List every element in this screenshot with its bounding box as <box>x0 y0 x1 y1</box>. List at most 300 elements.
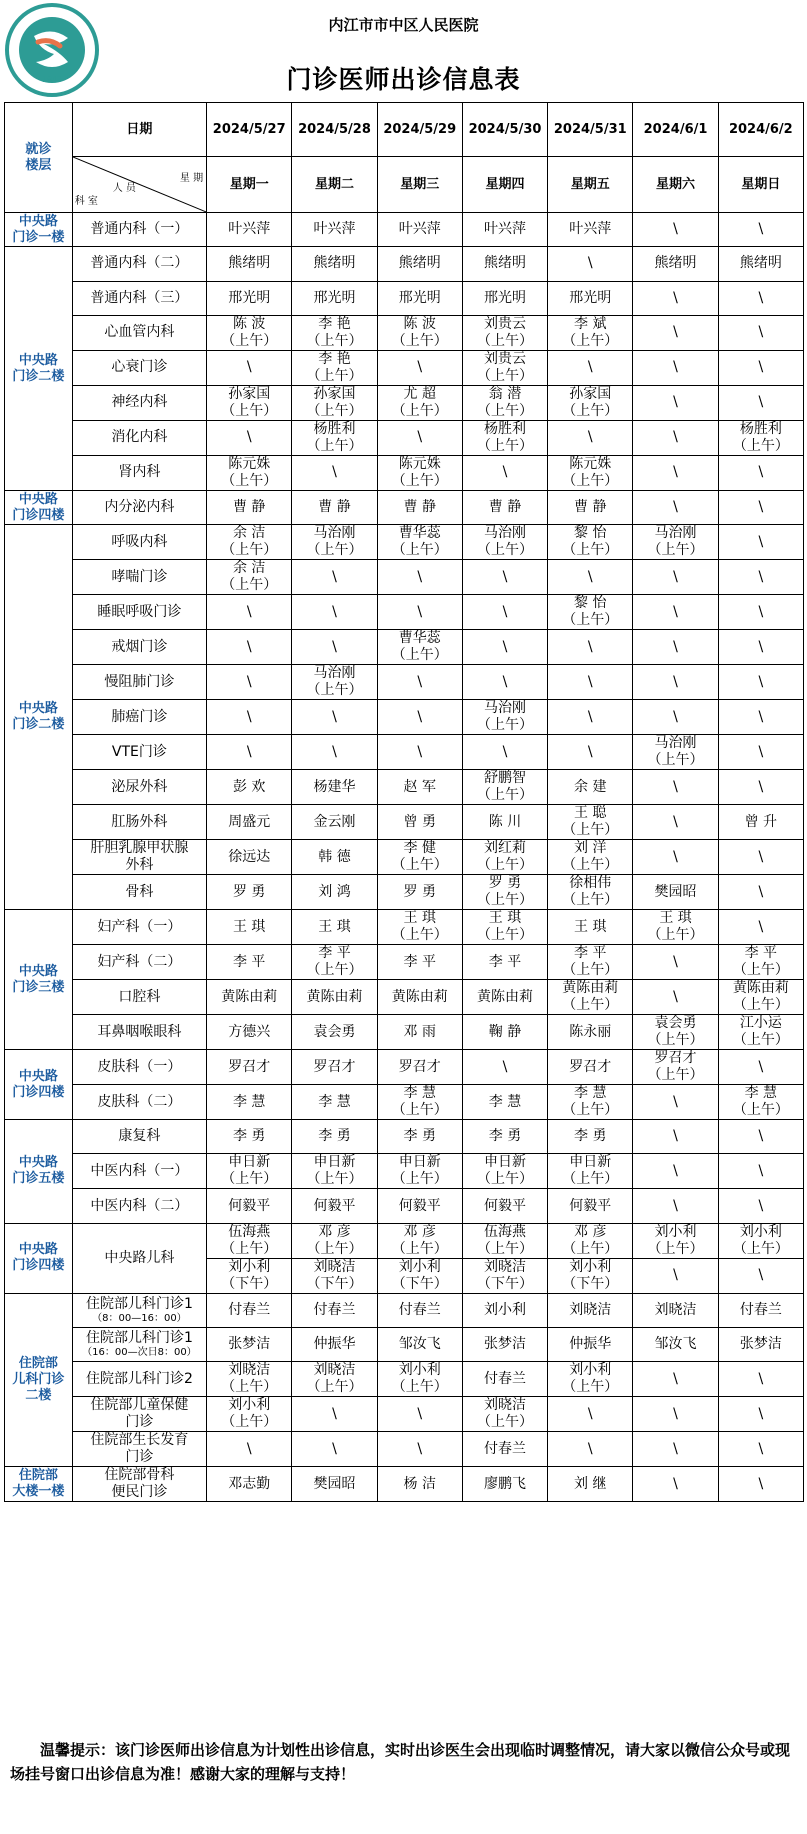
schedule-cell: 江小运 （上午） <box>718 1015 803 1050</box>
schedule-cell: 刘小利 （上午） <box>548 1362 633 1397</box>
schedule-cell: 李 勇 <box>548 1120 633 1154</box>
schedule-cell: \ <box>377 735 462 770</box>
schedule-cell: 王 琪 <box>548 910 633 945</box>
table-row <box>5 213 804 247</box>
table-row <box>5 700 804 735</box>
dept-name: 肾内科 <box>118 464 161 481</box>
dept-name: 内分泌内科 <box>104 499 175 516</box>
dept-cell <box>72 1362 206 1397</box>
schedule-cell: 李 慧 （上午） <box>377 1085 462 1120</box>
floor-cell: 住院部 大楼一楼 <box>5 1467 73 1502</box>
schedule-cell: \ <box>633 1432 718 1467</box>
dept-cell <box>72 490 206 524</box>
schedule-cell: 仲振华 <box>292 1328 377 1362</box>
dept-name: VTE门诊 <box>111 743 167 760</box>
dept-cell <box>72 875 206 910</box>
dept-name: 心血管内科 <box>104 324 175 341</box>
schedule-cell: \ <box>548 1432 633 1467</box>
schedule-cell: \ <box>377 350 462 385</box>
dept-name: 住院部儿科门诊2 <box>85 1370 193 1387</box>
dept-name: 耳鼻咽喉眼科 <box>97 1023 182 1040</box>
dept-name: 普通内科（一） <box>90 221 189 238</box>
schedule-cell: 赵 军 <box>377 770 462 805</box>
floor-cell: 中央路 门诊三楼 <box>5 910 73 1050</box>
schedule-cell: 孙家国 （上午） <box>548 385 633 420</box>
schedule-cell: 陈元姝 （上午） <box>207 455 292 490</box>
schedule-cell: 黎 怡 （上午） <box>548 525 633 560</box>
schedule-cell: \ <box>718 875 803 910</box>
header-date: 日期 <box>72 103 206 157</box>
dept-name: 骨科 <box>125 883 154 900</box>
schedule-cell: 付春兰 <box>718 1293 803 1327</box>
schedule-cell: 罗召才 （上午） <box>633 1050 718 1085</box>
header-weekday-cell: 星期二 <box>292 157 377 213</box>
schedule-cell: \ <box>548 665 633 700</box>
schedule-cell: \ <box>633 560 718 595</box>
schedule-cell: \ <box>207 420 292 455</box>
schedule-cell: 王 聪 （上午） <box>548 805 633 840</box>
schedule-cell: 何毅平 <box>207 1189 292 1223</box>
schedule-cell: 马治刚 （上午） <box>292 525 377 560</box>
schedule-cell: 熊绪明 <box>633 247 718 281</box>
schedule-cell: 叶兴萍 <box>207 213 292 247</box>
schedule-cell: 孙家国 （上午） <box>207 385 292 420</box>
schedule-cell: \ <box>718 735 803 770</box>
schedule-cell: \ <box>292 455 377 490</box>
schedule-cell: 徐相伟 （上午） <box>548 875 633 910</box>
schedule-cell: 李 平 （上午） <box>718 945 803 980</box>
header-date-cell: 2024/5/30 <box>462 103 547 157</box>
table-row <box>5 665 804 700</box>
table-row <box>5 1293 804 1327</box>
schedule-cell: 李 慧 <box>462 1085 547 1120</box>
schedule-cell: \ <box>462 455 547 490</box>
schedule-cell: \ <box>377 560 462 595</box>
schedule-cell: \ <box>718 455 803 490</box>
schedule-cell: \ <box>633 595 718 630</box>
dept-cell <box>72 595 206 630</box>
schedule-cell: 李 斌 （上午） <box>548 315 633 350</box>
schedule-cell: \ <box>718 1189 803 1223</box>
schedule-cell: 陈 波 （上午） <box>377 315 462 350</box>
schedule-cell: 刘小利 （上午） <box>633 1223 718 1258</box>
schedule-cell: 申日新 （上午） <box>377 1154 462 1189</box>
schedule-cell: 刘晓洁 <box>633 1293 718 1327</box>
schedule-cell: 伍海燕 （上午） <box>462 1223 547 1258</box>
header-date-cell: 2024/5/27 <box>207 103 292 157</box>
dept-name: 慢阻肺门诊 <box>104 673 175 690</box>
schedule-cell: 何毅平 <box>462 1189 547 1223</box>
schedule-cell: 邓志勤 <box>207 1467 292 1502</box>
table-row <box>5 840 804 875</box>
schedule-cell: \ <box>548 247 633 281</box>
floor-cell: 中央路 门诊二楼 <box>5 525 73 910</box>
schedule-cell: \ <box>633 1120 718 1154</box>
schedule-cell: \ <box>462 560 547 595</box>
schedule-cell: \ <box>633 281 718 315</box>
schedule-cell: 付春兰 <box>292 1293 377 1327</box>
dept-name: 肝胆乳腺甲状腺 外科 <box>90 840 189 874</box>
schedule-cell: 邓 彦 （上午） <box>292 1223 377 1258</box>
table-row <box>5 1223 804 1258</box>
schedule-cell: 张梦洁 <box>207 1328 292 1362</box>
schedule-cell: 陈元姝 （上午） <box>377 455 462 490</box>
schedule-cell: 邓 彦 （上午） <box>548 1223 633 1258</box>
schedule-cell: 方德兴 <box>207 1015 292 1050</box>
schedule-cell: \ <box>462 1050 547 1085</box>
dept-cell <box>72 1189 206 1223</box>
schedule-cell: 张梦洁 <box>718 1328 803 1362</box>
schedule-cell: \ <box>633 945 718 980</box>
schedule-cell: 杨 洁 <box>377 1467 462 1502</box>
schedule-cell: 邓 雨 <box>377 1015 462 1050</box>
schedule-cell: 邓 彦 （上午） <box>377 1223 462 1258</box>
schedule-cell: \ <box>718 630 803 665</box>
schedule-cell: \ <box>718 910 803 945</box>
schedule-cell: 熊绪明 <box>718 247 803 281</box>
schedule-cell: 翁 潜 （上午） <box>462 385 547 420</box>
dept-cell <box>72 665 206 700</box>
schedule-cell: 刘小利 （下午） <box>207 1258 292 1293</box>
schedule-cell: \ <box>633 1085 718 1120</box>
schedule-cell: 邢光明 <box>207 281 292 315</box>
schedule-cell: 余 建 <box>548 770 633 805</box>
schedule-cell: 陈永丽 <box>548 1015 633 1050</box>
schedule-cell: \ <box>718 315 803 350</box>
dept-cell <box>72 455 206 490</box>
schedule-cell: 杨建华 <box>292 770 377 805</box>
header-floor: 就诊 楼层 <box>5 103 73 213</box>
schedule-cell: 余 洁 （上午） <box>207 525 292 560</box>
schedule-cell: \ <box>377 700 462 735</box>
schedule-cell: 申日新 （上午） <box>207 1154 292 1189</box>
schedule-cell: 何毅平 <box>377 1189 462 1223</box>
schedule-cell: \ <box>462 735 547 770</box>
schedule-cell: 刘晓洁 （下午） <box>292 1258 377 1293</box>
schedule-cell: 曹 静 <box>548 490 633 524</box>
schedule-cell: 刘晓洁 （上午） <box>207 1362 292 1397</box>
table-row <box>5 945 804 980</box>
floor-cell: 中央路 门诊四楼 <box>5 1050 73 1120</box>
schedule-cell: \ <box>207 1432 292 1467</box>
schedule-cell: \ <box>292 560 377 595</box>
header-weekday-cell: 星期日 <box>718 157 803 213</box>
schedule-cell: 刘晓洁 （上午） <box>292 1362 377 1397</box>
schedule-cell: 张梦洁 <box>462 1328 547 1362</box>
schedule-cell: 王 琪 （上午） <box>377 910 462 945</box>
schedule-cell: \ <box>633 1189 718 1223</box>
schedule-cell: 罗召才 <box>292 1050 377 1085</box>
schedule-cell: 陈元姝 （上午） <box>548 455 633 490</box>
schedule-cell: \ <box>633 700 718 735</box>
dept-name: 消化内科 <box>111 429 168 446</box>
schedule-cell: 刘晓洁 （上午） <box>462 1397 547 1432</box>
floor-cell: 中央路 门诊四楼 <box>5 490 73 524</box>
schedule-cell: \ <box>718 525 803 560</box>
schedule-cell: 刘 继 <box>548 1467 633 1502</box>
schedule-cell: 伍海燕 （上午） <box>207 1223 292 1258</box>
schedule-cell: 何毅平 <box>292 1189 377 1223</box>
schedule-cell: \ <box>633 805 718 840</box>
schedule-cell: 邢光明 <box>377 281 462 315</box>
schedule-cell: 刘晓洁 <box>548 1293 633 1327</box>
table-row <box>5 247 804 281</box>
table-row <box>5 281 804 315</box>
dept-name: 神经内科 <box>111 394 168 411</box>
schedule-cell: \ <box>633 350 718 385</box>
dept-name: 戒烟门诊 <box>111 638 168 655</box>
schedule-cell: 熊绪明 <box>377 247 462 281</box>
schedule-cell: \ <box>633 1467 718 1502</box>
schedule-cell: \ <box>462 665 547 700</box>
schedule-cell: \ <box>718 490 803 524</box>
schedule-cell: \ <box>633 980 718 1015</box>
dept-name: 中央路儿科 <box>104 1249 175 1266</box>
schedule-cell: \ <box>718 1467 803 1502</box>
schedule-cell: 熊绪明 <box>462 247 547 281</box>
dept-name: 住院部儿童保健 门诊 <box>90 1397 189 1431</box>
schedule-cell: \ <box>377 420 462 455</box>
dept-name: 住院部儿科门诊1 <box>85 1330 193 1347</box>
table-row <box>5 420 804 455</box>
floor-cell: 中央路 门诊五楼 <box>5 1120 73 1224</box>
schedule-cell: 刘 洋 （上午） <box>548 840 633 875</box>
schedule-cell: 黄陈由莉 <box>292 980 377 1015</box>
schedule-cell: 邹汝飞 <box>633 1328 718 1362</box>
dept-time: （8：00—16：00） <box>92 1312 187 1324</box>
schedule-cell: \ <box>292 1432 377 1467</box>
schedule-cell: \ <box>633 490 718 524</box>
dept-time: （16：00—次日8：00） <box>82 1347 197 1359</box>
schedule-cell: 叶兴萍 <box>462 213 547 247</box>
schedule-cell: 申日新 （上午） <box>548 1154 633 1189</box>
schedule-cell: 仲振华 <box>548 1328 633 1362</box>
table-row <box>5 630 804 665</box>
dept-name: 心衰门诊 <box>111 359 168 376</box>
schedule-cell: \ <box>633 1154 718 1189</box>
schedule-cell: 刘小利 <box>462 1293 547 1327</box>
diag-dept-label: 科 室 <box>74 196 98 207</box>
dept-name: 普通内科（三） <box>90 289 189 306</box>
dept-name: 口腔科 <box>118 988 161 1005</box>
header-weekday-cell: 星期四 <box>462 157 547 213</box>
schedule-cell: 何毅平 <box>548 1189 633 1223</box>
floor-cell: 住院部 儿科门诊 二楼 <box>5 1293 73 1467</box>
schedule-cell: \ <box>718 1050 803 1085</box>
schedule-cell: 李 慧 <box>207 1085 292 1120</box>
schedule-cell: \ <box>633 1258 718 1293</box>
schedule-cell: 李 慧 （上午） <box>548 1085 633 1120</box>
schedule-cell: 罗 勇 （上午） <box>462 875 547 910</box>
dept-cell <box>72 1328 206 1362</box>
schedule-cell: 马治刚 （上午） <box>462 525 547 560</box>
header-weekday-cell: 星期五 <box>548 157 633 213</box>
table-row <box>5 805 804 840</box>
dept-cell <box>72 1050 206 1085</box>
dept-cell <box>72 630 206 665</box>
schedule-cell: \ <box>718 1120 803 1154</box>
hospital-name: 内江市市中区人民医院 <box>328 16 479 34</box>
schedule-cell: \ <box>718 1432 803 1467</box>
schedule-cell: 黄陈由莉 <box>377 980 462 1015</box>
dept-cell <box>72 840 206 875</box>
schedule-cell: 付春兰 <box>462 1362 547 1397</box>
schedule-cell: 李 艳 （上午） <box>292 315 377 350</box>
schedule-cell: 袁会勇 （上午） <box>633 1015 718 1050</box>
schedule-cell: \ <box>718 840 803 875</box>
schedule-cell: 申日新 （上午） <box>462 1154 547 1189</box>
schedule-cell: \ <box>633 665 718 700</box>
dept-name: 哮喘门诊 <box>111 568 168 585</box>
schedule-cell: 邢光明 <box>462 281 547 315</box>
dept-name: 住院部儿科门诊1 <box>85 1295 193 1312</box>
schedule-cell: \ <box>548 560 633 595</box>
schedule-cell: 曹 静 <box>377 490 462 524</box>
table-row <box>5 1120 804 1154</box>
schedule-cell: \ <box>633 1362 718 1397</box>
header-date-cell: 2024/6/1 <box>633 103 718 157</box>
schedule-cell: 杨胜利 （上午） <box>292 420 377 455</box>
logo-year: 1943 <box>41 75 63 84</box>
schedule-cell: 李 健 （上午） <box>377 840 462 875</box>
dept-cell <box>72 315 206 350</box>
schedule-cell: 王 琪 （上午） <box>633 910 718 945</box>
diag-staff-label: 人 员 <box>112 183 136 194</box>
schedule-cell: \ <box>548 420 633 455</box>
schedule-cell: 刘小利 （下午） <box>548 1258 633 1293</box>
schedule-cell: 袁会勇 <box>292 1015 377 1050</box>
schedule-cell: \ <box>548 350 633 385</box>
table-row <box>5 875 804 910</box>
schedule-cell: \ <box>207 595 292 630</box>
schedule-cell: 熊绪明 <box>207 247 292 281</box>
table-row <box>5 1050 804 1085</box>
schedule-cell: 曹华蕊 （上午） <box>377 525 462 560</box>
schedule-cell: 杨胜利 （上午） <box>462 420 547 455</box>
dept-name: 皮肤科（一） <box>97 1058 182 1075</box>
schedule-cell: 黄陈由莉 （上午） <box>718 980 803 1015</box>
schedule-cell: 陈 川 <box>462 805 547 840</box>
schedule-cell: 陈 波 （上午） <box>207 315 292 350</box>
schedule-cell: \ <box>718 665 803 700</box>
schedule-cell: 孙家国 （上午） <box>292 385 377 420</box>
dept-cell <box>72 281 206 315</box>
schedule-cell: 叶兴萍 <box>548 213 633 247</box>
table-row <box>5 980 804 1015</box>
schedule-cell: 周盛元 <box>207 805 292 840</box>
dept-name: 中医内科（二） <box>90 1197 189 1214</box>
schedule-cell: \ <box>718 1397 803 1432</box>
schedule-cell: \ <box>377 665 462 700</box>
schedule-cell: 刘贵云 （上午） <box>462 350 547 385</box>
table-row <box>5 1189 804 1223</box>
schedule-cell: 马治刚 （上午） <box>633 735 718 770</box>
table-row <box>5 595 804 630</box>
dept-name: 呼吸内科 <box>111 533 168 550</box>
dept-cell <box>72 1467 206 1502</box>
dept-name: 中医内科（一） <box>90 1162 189 1179</box>
schedule-cell: \ <box>633 630 718 665</box>
header-weekday-cell: 星期六 <box>633 157 718 213</box>
schedule-cell: 刘 鸿 <box>292 875 377 910</box>
schedule-cell: \ <box>292 630 377 665</box>
table-row <box>5 1432 804 1467</box>
dept-cell <box>72 385 206 420</box>
dept-cell <box>72 350 206 385</box>
schedule-cell: 黄陈由莉 <box>462 980 547 1015</box>
schedule-cell: \ <box>207 665 292 700</box>
schedule-cell: \ <box>548 630 633 665</box>
table-row <box>5 1328 804 1362</box>
dept-cell <box>72 1432 206 1467</box>
table-row <box>5 525 804 560</box>
schedule-cell: 叶兴萍 <box>292 213 377 247</box>
schedule-cell: \ <box>292 700 377 735</box>
schedule-cell: \ <box>207 735 292 770</box>
schedule-table <box>4 102 804 1502</box>
schedule-cell: 刘晓洁 （下午） <box>462 1258 547 1293</box>
dept-name: 肛肠外科 <box>111 813 168 830</box>
schedule-cell: 邹汝飞 <box>377 1328 462 1362</box>
table-row <box>5 350 804 385</box>
schedule-cell: \ <box>462 595 547 630</box>
schedule-cell: 李 平 <box>377 945 462 980</box>
schedule-cell: 李 慧 （上午） <box>718 1085 803 1120</box>
dept-cell <box>72 980 206 1015</box>
schedule-cell: \ <box>718 1258 803 1293</box>
schedule-cell: 曹 静 <box>207 490 292 524</box>
schedule-cell: 余 洁 （上午） <box>207 560 292 595</box>
schedule-cell: 刘贵云 （上午） <box>462 315 547 350</box>
schedule-cell: \ <box>718 700 803 735</box>
schedule-cell: \ <box>718 385 803 420</box>
schedule-cell: \ <box>633 455 718 490</box>
header-diagonal <box>72 157 206 213</box>
schedule-cell: 付春兰 <box>377 1293 462 1327</box>
header-weekday-cell: 星期三 <box>377 157 462 213</box>
schedule-cell: 王 琪 <box>207 910 292 945</box>
schedule-cell: \ <box>718 213 803 247</box>
dept-name: 皮肤科（二） <box>97 1093 182 1110</box>
schedule-cell: 曾 升 <box>718 805 803 840</box>
schedule-cell: 李 慧 <box>292 1085 377 1120</box>
schedule-cell: \ <box>633 315 718 350</box>
dept-cell <box>72 1015 206 1050</box>
schedule-cell: \ <box>718 1154 803 1189</box>
schedule-cell: \ <box>718 350 803 385</box>
schedule-cell: \ <box>548 1397 633 1432</box>
dept-cell <box>72 213 206 247</box>
dept-name: 普通内科（二） <box>90 255 189 272</box>
floor-cell: 中央路 门诊二楼 <box>5 247 73 491</box>
dept-name: 肺癌门诊 <box>111 708 168 725</box>
schedule-cell: 付春兰 <box>462 1432 547 1467</box>
schedule-cell: 罗召才 <box>377 1050 462 1085</box>
schedule-cell: 舒鹏智 （上午） <box>462 770 547 805</box>
schedule-cell: 曹 静 <box>292 490 377 524</box>
schedule-cell: 韩 德 <box>292 840 377 875</box>
dept-cell <box>72 1397 206 1432</box>
schedule-cell: 李 平 <box>462 945 547 980</box>
dept-cell <box>72 1120 206 1154</box>
schedule-cell: \ <box>633 420 718 455</box>
floor-cell: 中央路 门诊一楼 <box>5 213 73 247</box>
schedule-cell: 邢光明 <box>548 281 633 315</box>
dept-cell <box>72 420 206 455</box>
schedule-cell: 曾 勇 <box>377 805 462 840</box>
schedule-cell: 罗召才 <box>548 1050 633 1085</box>
schedule-cell: 李 勇 <box>377 1120 462 1154</box>
